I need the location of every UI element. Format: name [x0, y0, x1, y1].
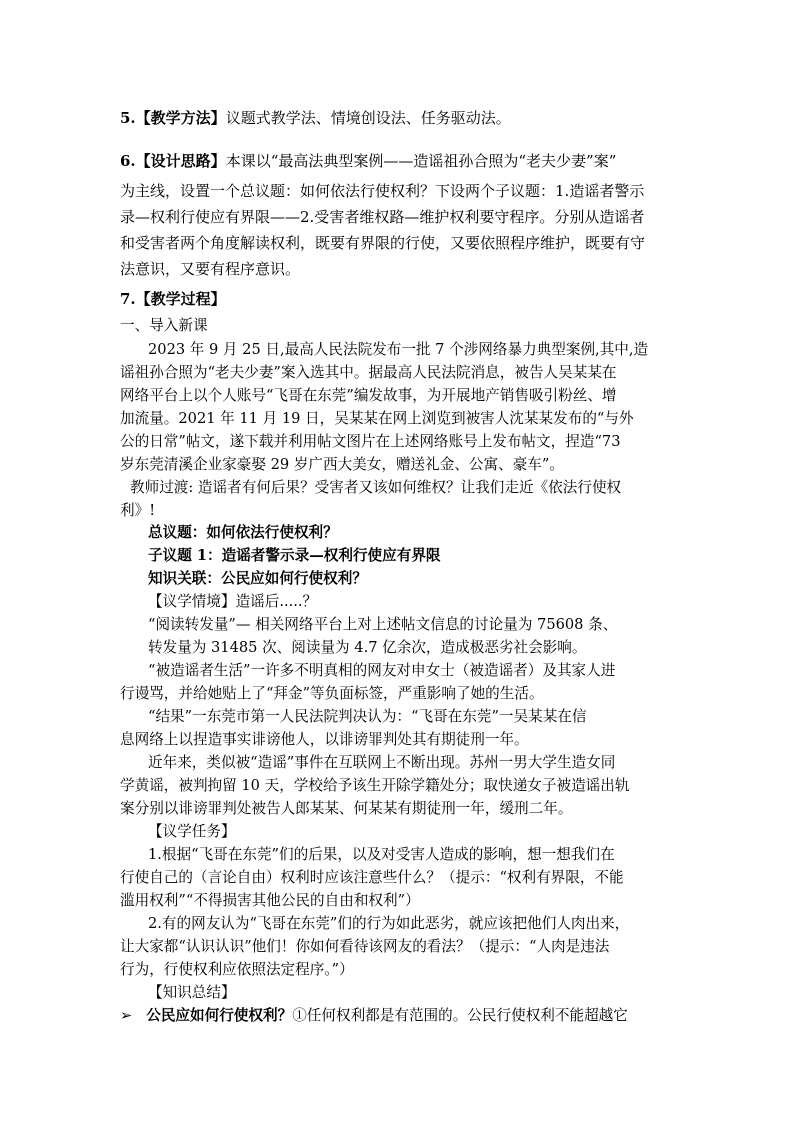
intro-heading: 一、导入新课 — [120, 317, 208, 334]
intro-paragraph-line: 谣祖孙合照为“老夫少妻”案入选其中。据最高人民法院消息，被告人吴某某在 — [120, 364, 617, 381]
section-6-text-line: 法意识，又要有程序意识。 — [120, 260, 301, 278]
summary-question: 公民应如何行使权利？ — [146, 1007, 293, 1024]
task-1-line: 滥用权利”“不得损害其他公民的自由和权利”） — [120, 892, 420, 909]
situation-p4-line: 案分别以诽谤罪判处被告人郎某某、何某某有期徒刑一年，缓刑二年。 — [120, 800, 573, 817]
section-7-line — [120, 288, 226, 310]
section-5-title: 【教学方法】 — [135, 109, 226, 127]
summary-answer: ①任何权利都是有范围的。公民行使权利不能超越它 — [292, 1007, 628, 1024]
bullet-arrow-icon: ➢ — [120, 1007, 133, 1024]
section-6-text-line: 录—权利行使应有界限——2.受害者维权路—维护权利要守程序。分别从造谣者 — [120, 208, 645, 226]
situation-label: 【议学情境】造谣后.....？ — [148, 593, 318, 610]
task-2-line: 行为，行使权利应依照法定程序。”） — [120, 961, 354, 978]
intro-paragraph-line: 2023 年 9 月 25 日,最高人民法院发布一批 7 个涉网络暴力典型案例,其中,造 — [148, 341, 649, 358]
task-2-line: 让大家都“认识认识”他们！你如何看待该网友的看法？（提示：“人肉是违法 — [120, 938, 610, 955]
main-topic: 总议题：如何依法行使权利？ — [148, 524, 338, 541]
situation-p4-line: 近年来，类似被“造谣”事件在互联网上不断出现。苏州一男大学生造女同 — [148, 754, 616, 771]
section-6-text-line: 为主线，设置一个总议题：如何依法行使权利？下设两个子议题：1.造谣者警示 — [120, 182, 645, 200]
situation-p1-line: 转发量为 31485 次、阅读量为 4.7 亿余次，造成极恶劣社会影响。 — [148, 639, 587, 656]
task-2-line: 2.有的网友认为“飞哥在东莞”们的行为如此恶劣，就应该把他们人肉出来， — [148, 915, 630, 932]
situation-p1-line: “阅读转发量”— 相关网络平台上对上述帖文信息的讨论量为 75608 条、 — [148, 616, 618, 633]
knowledge-link: 知识关联：公民应如何行使权利？ — [148, 570, 367, 587]
task-1-line: 行使自己的（言论自由）权利时应该注意些什么？（提示：“权利有界限，不能 — [120, 869, 624, 886]
situation-p4-line: 学黄谣，被判拘留 10 天，学校给予该生开除学籍处分；取快递女子被造谣出轨 — [120, 777, 630, 794]
section-6-title: 【设计思路】 — [135, 152, 226, 170]
situation-p3-line: “结果”一东莞市第一人民法院判决认为：“飞哥在东莞”一吴某某在信 — [148, 708, 587, 725]
section-5-number: 5. — [120, 109, 136, 127]
section-6-text-line: 本课以“最高法典型案例——造谣祖孙合照为“老夫少妻”案” — [225, 152, 617, 170]
intro-paragraph-line: 公的日常”帖文，遂下载并利用帖文图片在上述网络账号上发布帖文，捏造“73 — [120, 433, 621, 450]
sub-topic-1: 子议题 1：造谣者警示录—权利行使应有界限 — [148, 547, 441, 564]
section-6-number: 6. — [120, 152, 136, 170]
section-7-title: 【教学过程】 — [135, 290, 226, 308]
summary-label: 【知识总结】 — [148, 984, 236, 1001]
tasks-label: 【议学任务】 — [148, 823, 236, 840]
intro-paragraph-line: 加流量。2021 年 11 月 19 日，吴某某在网上浏览到被害人沈某某发布的“与外 — [120, 410, 634, 427]
summary-line — [120, 1005, 628, 1027]
situation-p3-line: 息网络上以捏造事实诽谤他人，以诽谤罪判处其有期徒刑一年。 — [120, 731, 529, 748]
situation-p2-line: “被造谣者生活”一许多不明真相的网友对申女士（被造谣者）及其家人进 — [148, 662, 616, 679]
situation-p2-line: 行谩骂，并给她贴上了“拜金”等负面标签，严重影响了她的生活。 — [120, 685, 544, 702]
section-6-text-line: 和受害者两个角度解读权利，既要有界限的行使，又要依照程序维护，既要有守 — [120, 234, 646, 252]
intro-paragraph-line: 岁东莞清溪企业家豪娶 29 岁广西大美女，赠送礼金、公寓、豪车”。 — [120, 456, 564, 473]
teacher-transition-line: 教师过渡: 造谣者有何后果？受害者又该如何维权？让我们走近《依法行使权 — [130, 479, 622, 496]
section-7-number: 7. — [120, 290, 136, 308]
teacher-transition-line: 利》! — [120, 502, 156, 519]
intro-paragraph-line: 网络平台上以个人账号“飞哥在东莞”编发故事，为开展地产销售吸引粉丝、增 — [120, 387, 617, 404]
task-1-line: 1.根据“飞哥在东莞”们的后果，以及对受害人造成的影响，想一想我们在 — [148, 846, 615, 863]
section-5-text: 议题式教学法、情境创设法、任务驱动法。 — [225, 109, 511, 127]
section-6-line-1 — [120, 150, 616, 172]
section-5-line — [120, 107, 511, 129]
